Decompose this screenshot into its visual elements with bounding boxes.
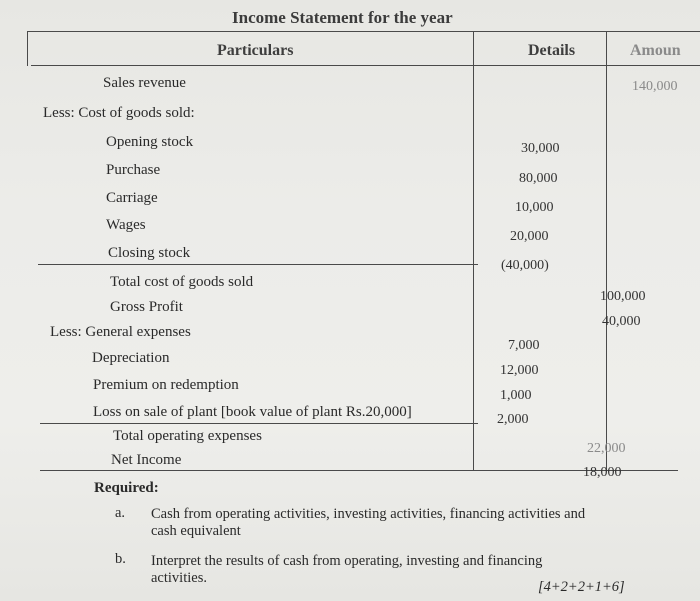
marks-allocation: [4+2+2+1+6] [538, 579, 625, 595]
extra-value: 2,000 [497, 412, 529, 427]
premium-label: Premium on redemption [93, 377, 239, 393]
premium-value: 12,000 [500, 363, 539, 378]
depreciation-label: Depreciation [92, 350, 170, 366]
wages-label: Wages [106, 217, 146, 233]
gross-profit-amount: 40,000 [602, 314, 641, 329]
wages-value: 20,000 [510, 229, 549, 244]
less-cogs-label: Less: Cost of goods sold: [43, 105, 195, 121]
statement-title: Income Statement for the year [232, 8, 453, 27]
net-income-amount: 18,000 [583, 465, 622, 480]
less-general-label: Less: General expenses [50, 324, 191, 340]
header-bottom-border [31, 65, 700, 66]
details-header: Details [528, 42, 576, 59]
total-cogs-label: Total cost of goods sold [110, 274, 254, 290]
question-a-line2: cash equivalent [151, 523, 241, 539]
table-left-border [27, 31, 28, 66]
question-b-line1: Interpret the results of cash from operating, investing and financing [151, 553, 543, 569]
expenses-section-divider [40, 423, 478, 424]
required-heading: Required: [94, 480, 159, 496]
cogs-section-divider [38, 264, 478, 265]
total-cogs-amount: 100,000 [600, 289, 646, 304]
sales-revenue-amount: 140,000 [632, 79, 678, 94]
sales-revenue-label: Sales revenue [103, 75, 186, 91]
total-opex-label: Total operating expenses [113, 428, 262, 444]
closing-stock-label: Closing stock [108, 245, 191, 261]
loss-plant-value: 1,000 [500, 388, 532, 403]
question-a-line1: Cash from operating activities, investing activities, financing activities and [151, 506, 586, 522]
carriage-label: Carriage [106, 190, 158, 206]
gross-profit-label: Gross Profit [110, 299, 183, 315]
closing-stock-value: (40,000) [501, 258, 549, 273]
loss-plant-label: Loss on sale of plant [book value of plant Rs.20,000] [93, 404, 412, 420]
details-left-border [473, 31, 474, 471]
amount-left-border [606, 31, 607, 471]
question-a-label: a. [115, 505, 126, 521]
carriage-value: 10,000 [515, 200, 554, 215]
table-top-border [27, 31, 700, 32]
amount-header: Amoun [630, 42, 681, 59]
purchase-label: Purchase [106, 162, 161, 178]
opening-stock-value: 30,000 [521, 141, 560, 156]
depreciation-value: 7,000 [508, 338, 540, 353]
opening-stock-label: Opening stock [106, 134, 194, 150]
net-income-label: Net Income [111, 452, 182, 468]
particulars-header: Particulars [217, 42, 294, 59]
purchase-value: 80,000 [519, 171, 558, 186]
question-b-label: b. [115, 551, 126, 567]
total-opex-amount: 22,000 [587, 441, 626, 456]
question-b-line2: activities. [151, 570, 207, 586]
